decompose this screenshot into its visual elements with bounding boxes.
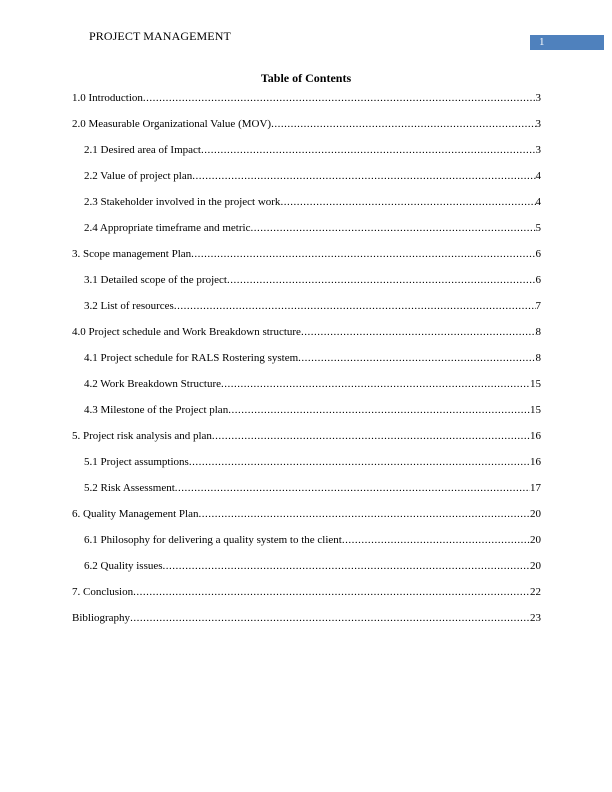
toc-entry-page-number: 16 [530, 430, 541, 442]
toc-dot-leader [221, 378, 530, 390]
toc-entry-page-number: 20 [530, 508, 541, 520]
toc-dot-leader [298, 352, 535, 364]
toc-entry-label: 3.2 List of resources [84, 300, 174, 312]
toc-entry[interactable] [72, 404, 541, 430]
toc-entry-page-number: 4 [535, 196, 541, 208]
toc-entry[interactable] [72, 274, 541, 300]
toc-entry-label: 2.2 Value of project plan [84, 170, 193, 182]
toc-title: Table of Contents [260, 71, 352, 85]
toc-dot-leader [271, 118, 535, 130]
toc-dot-leader [228, 404, 530, 416]
toc-entry[interactable] [72, 534, 541, 560]
toc-entry[interactable] [72, 300, 541, 326]
toc-entry-page-number: 5 [535, 222, 541, 234]
toc-entry-label: 5.1 Project assumptions [84, 456, 189, 468]
toc-entry[interactable] [72, 482, 541, 508]
toc-entry-page-number: 4 [535, 170, 541, 182]
toc-dot-leader [174, 300, 536, 312]
toc-entry-label: Bibliography [72, 612, 131, 624]
toc-entry-label: 6.2 Quality issues [84, 560, 163, 572]
toc-entry-page-number: 23 [530, 612, 541, 624]
toc-dot-leader [198, 508, 530, 520]
toc-dot-leader [212, 430, 530, 442]
toc-entry-page-number: 6 [535, 274, 541, 286]
toc-entry-label: 1.0 Introduction [72, 92, 143, 104]
toc-dot-leader [342, 534, 530, 546]
toc-entry-page-number: 6 [535, 248, 541, 260]
toc-entry-page-number: 7 [535, 300, 541, 312]
toc-entry[interactable] [72, 118, 541, 144]
toc-dot-leader [130, 612, 530, 624]
toc-dot-leader [189, 456, 530, 468]
running-header: PROJECT MANAGEMENT [89, 29, 231, 43]
toc-entry[interactable] [72, 378, 541, 404]
toc-dot-leader [175, 482, 530, 494]
toc-entry-page-number: 3 [535, 118, 541, 130]
toc-entry-label: 6. Quality Management Plan [72, 508, 199, 520]
toc-dot-leader [191, 248, 535, 260]
toc-entry-label: 5. Project risk analysis and plan [72, 430, 212, 442]
toc-entry-page-number: 8 [535, 352, 541, 364]
toc-entry[interactable] [72, 352, 541, 378]
toc-entry[interactable] [72, 144, 541, 170]
toc-dot-leader [201, 144, 536, 156]
toc-entry-page-number: 15 [530, 404, 541, 416]
toc-entry-label: 3.1 Detailed scope of the project [84, 274, 227, 286]
toc-entry[interactable] [72, 586, 541, 612]
toc-dot-leader [301, 326, 536, 338]
toc-entry-page-number: 3 [535, 92, 541, 104]
toc-entry-page-number: 8 [535, 326, 541, 338]
table-of-contents [72, 92, 541, 638]
toc-dot-leader [133, 586, 530, 598]
toc-entry-label: 4.1 Project schedule for RALS Rostering system [84, 352, 299, 364]
toc-entry-label: 2.4 Appropriate timeframe and metric [84, 222, 251, 234]
toc-entry[interactable] [72, 430, 541, 456]
page-number-badge: 1 [530, 35, 604, 50]
toc-entry[interactable] [72, 508, 541, 534]
toc-entry-page-number: 20 [530, 560, 541, 572]
toc-entry-label: 4.0 Project schedule and Work Breakdown structure [72, 326, 301, 338]
toc-entry[interactable] [72, 92, 541, 118]
toc-entry-label: 2.3 Stakeholder involved in the project work [84, 196, 281, 208]
toc-entry[interactable] [72, 170, 541, 196]
toc-entry-label: 7. Conclusion [72, 586, 134, 598]
toc-entry-page-number: 17 [530, 482, 541, 494]
toc-entry-label: 5.2 Risk Assessment [84, 482, 175, 494]
toc-entry[interactable] [72, 456, 541, 482]
toc-entry-label: 3. Scope management Plan [72, 248, 192, 260]
toc-entry[interactable] [72, 326, 541, 352]
toc-entry[interactable] [72, 560, 541, 586]
toc-entry[interactable] [72, 222, 541, 248]
toc-dot-leader [227, 274, 536, 286]
toc-entry[interactable] [72, 248, 541, 274]
toc-entry-page-number: 16 [530, 456, 541, 468]
toc-dot-leader [250, 222, 535, 234]
toc-dot-leader [280, 196, 535, 208]
toc-dot-leader [143, 92, 536, 104]
toc-entry-label: 2.1 Desired area of Impact [84, 144, 201, 156]
toc-entry-page-number: 3 [535, 144, 541, 156]
toc-entry-label: 4.2 Work Breakdown Structure [84, 378, 221, 390]
toc-entry-page-number: 15 [530, 378, 541, 390]
toc-entry-label: 4.3 Milestone of the Project plan [84, 404, 229, 416]
toc-entry-label: 6.1 Philosophy for delivering a quality system to the client [84, 534, 342, 546]
toc-entry-page-number: 20 [530, 534, 541, 546]
toc-dot-leader [163, 560, 530, 572]
toc-entry-page-number: 22 [530, 586, 541, 598]
toc-entry[interactable] [72, 612, 541, 638]
toc-entry-label: 2.0 Measurable Organizational Value (MOV) [72, 118, 272, 130]
toc-dot-leader [192, 170, 535, 182]
toc-entry[interactable] [72, 196, 541, 222]
